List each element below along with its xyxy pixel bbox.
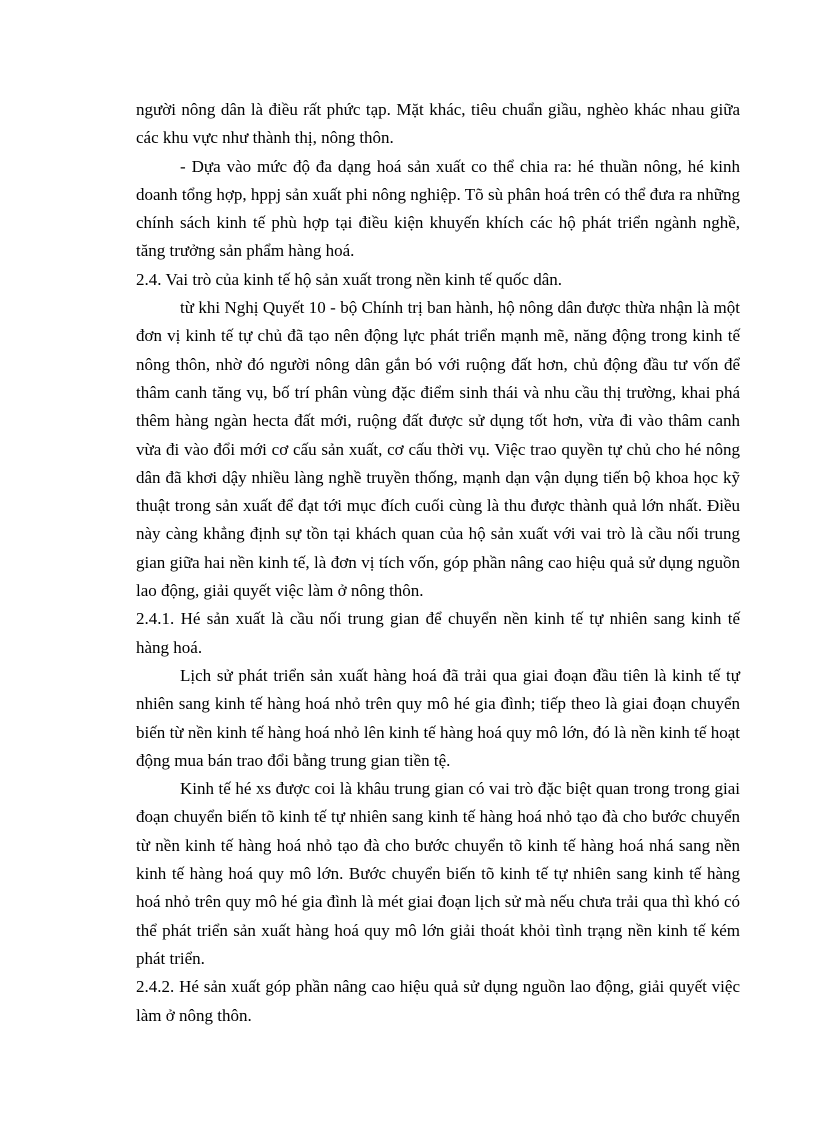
paragraph-classification: - Dựa vào mức độ đa dạng hoá sản xuất co thể chia ra: hé thuần nông, hé kinh doanh tổng hợp, hppj sản xuất phi nông nghiệp. Tõ sù phân hoá trên có thể đưa ra những chính sách kinh tế phù hợp tại điều kiện khuyến khích các hộ phát triển ngành nghề, tăng trưởng sản phẩm hàng hoá. <box>136 156 740 261</box>
section-heading-2-4-1: 2.4.1. Hé sản xuất là cầu nối trung gian để chuyển nền kinh tế tự nhiên sang kinh tế hàng hoá. <box>136 609 740 657</box>
section-heading-2-4-2: 2.4.2. Hé sản xuất góp phần nâng cao hiệu quả sử dụng nguồn lao động, giải quyết việc làm ở nông thôn. <box>136 977 740 1025</box>
paragraph-continued: người nông dân là điều rất phức tạp. Mặt khác, tiêu chuẩn giầu, nghèo khác nhau giữa các khu vực như thành thị, nông thôn. <box>136 100 740 148</box>
paragraph-resolution-10: từ khi Nghị Quyết 10 - bộ Chính trị ban hành, hộ nông dân được thừa nhận là một đơn vị kinh tế tự chủ đã tạo nên động lực phát triển mạnh mẽ, năng động trong kinh tế nông thôn, nhờ đó người nông dân gắn bó với ruộng đất hơn, chủ động đầu tư vốn để thâm canh tăng vụ, bố trí phân vùng đặc điểm sinh thái và nhu cầu thị trường, khai phá thêm hàng ngàn hecta đất mới, ruộng đất được sử dụng tốt hơn, vừa đi vào thâm canh vừa đi vào đổi mới cơ cấu sản xuất, cơ cấu thời vụ. Việc trao quyền tự chủ cho hé nông dân đã khơi dậy nhiều làng nghề truyền thống, mạnh dạn vận dụng tiến bộ khoa học kỹ thuật trong sản xuất để đạt tới mục đích cuối cùng là thu được thành quả lớn nhất. Điều này càng khẳng định sự tồn tại khách quan của hộ sản xuất với vai trò là cầu nối trung gian giữa hai nền kinh tế, là đơn vị tích vốn, góp phần nâng cao hiệu quả sử dụng nguồn lao động, giải quyết việc làm ở nông thôn. <box>136 298 740 601</box>
paragraph-intermediate-role: Kinh tế hé xs được coi là khâu trung gian có vai trò đặc biệt quan trong trong giai đoạn chuyển biến tõ kinh tế tự nhiên sang kinh tế hàng hoá nhỏ tạo đà cho bước chuyển từ nền kinh tế hàng hoá nhỏ tạo đà cho bước chuyển tõ kinh tế hàng hoá nhá sang nền kinh tế hàng hoá quy mô lớn. Bước chuyển biến tõ kinh tế tự nhiên sang kinh tế hàng hoá nhỏ trên quy mô hé gia đình là mét giai đoạn lịch sử mà nếu chưa trải qua thì khó có thể phát triển sản xuất hàng hoá quy mô lớn giải thoát khỏi tình trạng nền kinh tế kém phát triển. <box>136 779 740 968</box>
paragraph-history: Lịch sử phát triển sản xuất hàng hoá đã trải qua giai đoạn đầu tiên là kinh tế tự nhiên sang kinh tế hàng hoá nhỏ trên quy mô hé gia đình; tiếp theo là giai đoạn chuyển biến từ nền kinh tế hàng hoá nhỏ lên kinh tế hàng hoá quy mô lớn, đó là nền kinh tế hoạt động mua bán trao đổi bằng trung gian tiền tệ. <box>136 665 740 770</box>
section-heading-2-4: 2.4. Vai trò của kinh tế hộ sản xuất trong nền kinh tế quốc dân. <box>136 269 563 289</box>
